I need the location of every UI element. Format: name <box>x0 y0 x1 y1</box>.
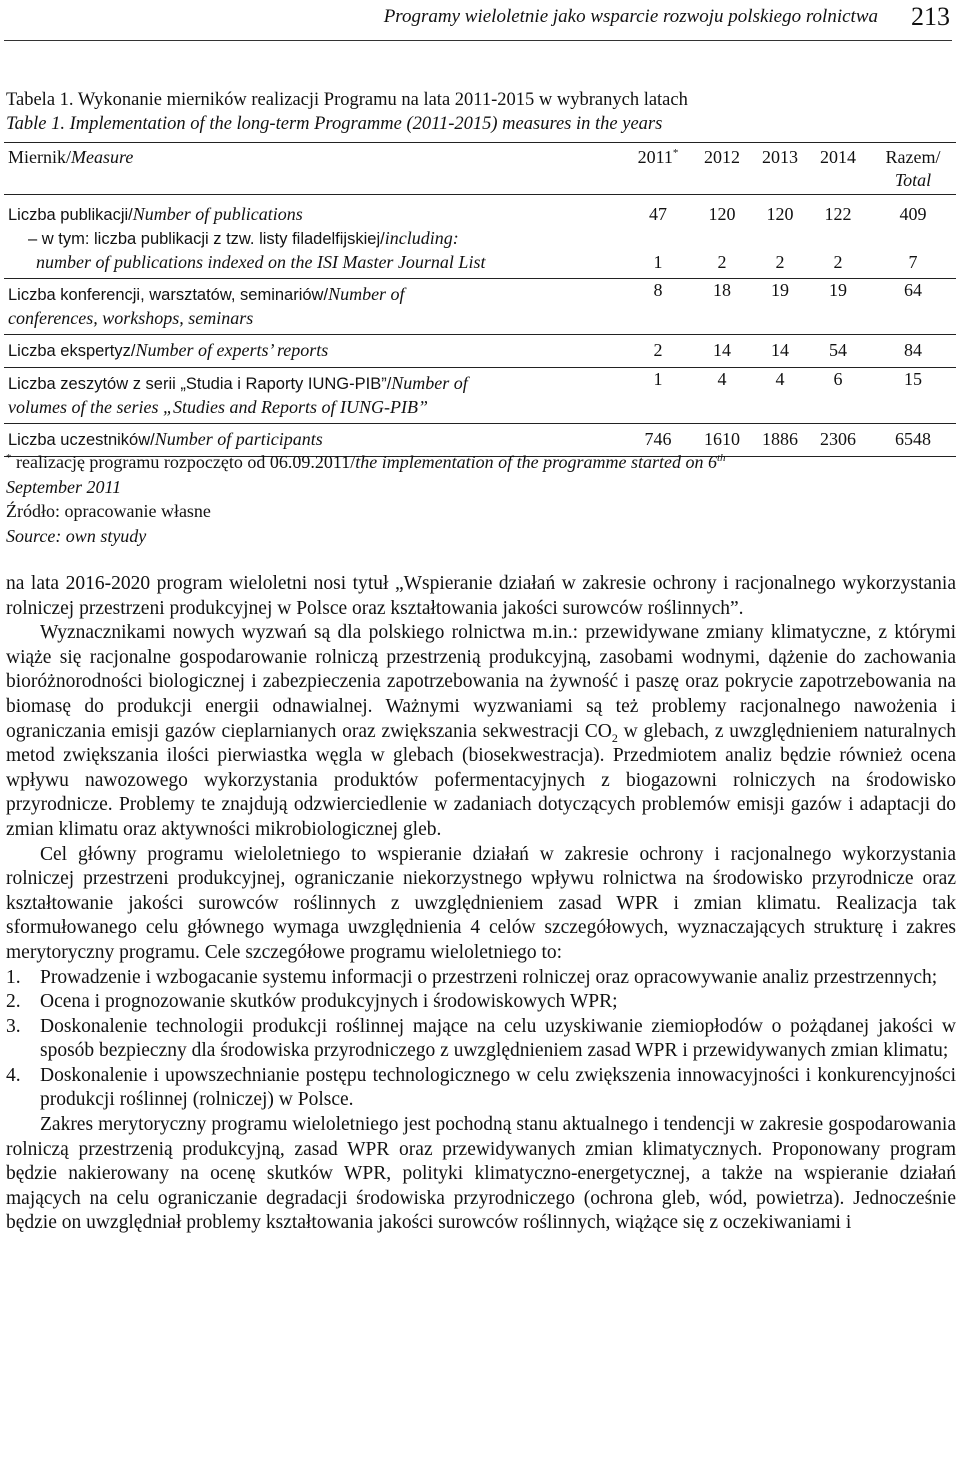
cell-2011: 1 <box>626 368 690 424</box>
paragraph-part: w glebach, z uwzględnieniem naturalnych metod zwiększania ilości pierwiastka węgla w glebach (biosekwestracja). Przedmiotem analiz będzie również ocena wpływu nawozowego wykorzystania produktów pofermentacyjnych z biogazowni rolniczych na środowisko przyrodnicze. Problemy te znajdują odzwierciedlenie w zadaniach dotyczących problemów emisji gazów i adaptacji do zmian klimatu oraz aktywności mikrobiologicznej gleb. <box>6 720 957 840</box>
cell-2012: 120 <box>708 204 736 224</box>
cell-total: 84 <box>870 335 956 368</box>
cell-2011: 47 <box>649 204 667 224</box>
cell-total: 7 <box>870 227 956 279</box>
cell-total: 409 <box>899 204 927 224</box>
footnote-en-cont: September 2011 <box>6 476 122 497</box>
cell-2014: 122 <box>824 204 852 224</box>
header-total <box>870 143 956 195</box>
row-label-en-2: number of publications indexed on the ISI Master Journal List <box>36 252 486 272</box>
row-label <box>4 227 626 279</box>
header-measure <box>4 143 626 195</box>
table-caption-en: Table 1. Implementation of the long-term Programme (2011-2015) measures in the years <box>6 114 663 134</box>
list-number: 4. <box>6 1064 21 1086</box>
cell-2013: 2 <box>754 227 806 279</box>
cell-2013: 14 <box>754 335 806 368</box>
header-measure-en: Measure <box>71 147 134 167</box>
footnote-sup: th <box>717 452 726 464</box>
row-label <box>4 195 626 228</box>
source-en: Source: own styudy <box>6 525 147 546</box>
cell-2014: 6 <box>806 368 870 424</box>
header-measure-pl: Miernik/ <box>8 147 71 167</box>
row-label-pl: Liczba ekspertyz/ <box>8 342 136 360</box>
table-row <box>4 335 956 368</box>
objectives-list <box>6 966 956 1114</box>
cell-2012: 14 <box>690 335 754 368</box>
cell-2013: 1886 <box>754 424 806 457</box>
running-head-title: Programy wieloletnie jako wsparcie rozwoju polskiego rolnictwa <box>383 6 878 27</box>
cell-2013: 4 <box>754 368 806 424</box>
row-label-en: Number of <box>328 284 405 304</box>
list-number: 3. <box>6 1015 21 1037</box>
running-head <box>0 0 956 44</box>
row-label-pl: Liczba konferencji, warsztatów, seminariów/ <box>8 286 329 304</box>
cell-2012: 1610 <box>690 424 754 457</box>
cell-2011: 8 <box>626 279 690 335</box>
row-label-pl: Liczba publikacji/ <box>8 206 133 224</box>
header-total-en: Total <box>894 170 932 190</box>
measures-table <box>4 142 956 457</box>
header-rule <box>4 40 952 41</box>
cell-total: 64 <box>870 279 956 335</box>
paragraph: Cel główny programu wieloletniego to wspieranie działań w zakresie ochrony i racjonalnego wykorzystania rolniczej przestrzeni produkcyjnej, ograniczanie niekorzystnego wpływu rolnictwa na środowisko przyrodnicze oraz kształtowanie jakości surowców roślinnych z uwzględnieniem zasad WPR i zmian klimatu. Realizacja tak sformułowanego celu głównego wymaga uwzględnienia 4 celów szczegółowych, wyznaczających strukturę i zakres merytoryczny programu. Cele szczegółowe programu wieloletniego to: <box>6 843 956 963</box>
table-row <box>4 195 956 228</box>
table-caption-pl: Tabela 1. Wykonanie mierników realizacji Programu na lata 2011-2015 w wybranych latach <box>6 90 688 110</box>
cell-2012: 4 <box>690 368 754 424</box>
table-notes <box>6 450 956 548</box>
list-text: Doskonalenie technologii produkcji roślinnej mające na celu uzyskiwanie ziemiopłodów o pożądanej jakości w sposób bezpieczny dla środowiska przyrodniczego z uwzględnieniem zasad WPR i przewidywanych zmian klimatu; <box>40 1015 956 1062</box>
body-text <box>6 572 956 1236</box>
footnote-mark: * <box>6 452 12 464</box>
row-label-en: Number of publications <box>132 204 303 224</box>
header-total-pl: Razem/ <box>885 147 941 167</box>
table-header-row <box>4 143 956 195</box>
list-text: Prowadzenie i wzbogacanie systemu informacji o przestrzeni rolniczej oraz opracowywanie analiz przestrzennych; <box>40 966 938 988</box>
row-label <box>4 335 626 368</box>
row-label-en: including: <box>384 228 459 248</box>
table-row <box>4 227 956 279</box>
cell-2013: 120 <box>766 204 794 224</box>
paragraph <box>6 621 956 842</box>
cell-2012: 18 <box>690 279 754 335</box>
table-row <box>4 368 956 424</box>
row-label-en: Number of <box>391 373 468 393</box>
cell-2013: 19 <box>754 279 806 335</box>
paragraph-part: Wyznacznikami nowych wyzwań są dla polskiego rolnictwa m.in.: przewidywane zmiany klimatyczne, z którymi wiąże się racjonalne gospodarowanie rolniczą przestrzenią produkcyjną, zasobami wodnymi, dążenie do zachowania bioróżnorodności biologicznej i zabezpieczenia zapotrzebowania na żywność i paszę oraz pokrycie zapotrzebowania na biomasę do produkcji energii odnawialnej. Ważnymi wyzwaniami są też problemy racjonalnego nawożenia i ograniczania emisji gazów cieplarnianych oraz zwiększania sekwestracji CO <box>6 622 956 742</box>
row-label-en: Number of experts’ reports <box>135 340 329 360</box>
list-item <box>6 966 956 991</box>
cell-2014: 19 <box>806 279 870 335</box>
paragraph: Zakres merytoryczny programu wieloletniego jest pochodną stanu aktualnego i tendencji w zakresie gospodarowania rolniczą przestrzenią produkcyjną, zasad WPR oraz przewidywanych zmian klimatycznych. Proponowany program będzie nakierowany na ocenę skutków WPR, polityki klimatyczno-energetycznej, a także na wspieranie działań mających na celu ograniczanie degradacji środowiska przyrodniczego (ochrona gleb, wód, powietrza). Jednocześnie będzie on uwzględniał problemy kształtowania jakości surowców roślinnych, wiążące się z oczekiwaniami i <box>6 1114 956 1234</box>
cell-total: 6548 <box>870 424 956 457</box>
row-label-en-2: volumes of the series „Studies and Reports of IUNG-PIB” <box>8 397 428 417</box>
source-pl: Źródło: opracowanie własne <box>6 501 211 521</box>
cell-total: 15 <box>870 368 956 424</box>
table-row <box>4 279 956 335</box>
footnote-en: the implementation of the programme started on 6 <box>355 452 717 472</box>
list-text: Doskonalenie i upowszechnianie postępu technologicznego w celu zwiększenia innowacyjności i konkurencyjności produkcji roślinnej (rolniczej) w Polsce. <box>40 1064 956 1111</box>
list-text: Ocena i prognozowanie skutków produkcyjnych i środowiskowych WPR; <box>40 991 618 1013</box>
header-2013: 2013 <box>754 143 806 195</box>
header-2012: 2012 <box>690 143 754 195</box>
paragraph: na lata 2016-2020 program wieloletni nosi tytuł „Wspieranie działań w zakresie ochrony i racjonalnego wykorzystania rolniczej przestrzeni produkcyjnej w Polsce oraz kształtowania jakości surowców roślinnych”. <box>6 573 956 619</box>
list-number: 1. <box>6 966 21 988</box>
header-2011-label: 2011 <box>637 147 673 167</box>
footnote-pl: realizację programu rozpoczęto od 06.09.2011/ <box>11 452 356 472</box>
row-label-pl: – w tym: liczba publikacji z tzw. listy filadelfijskiej/ <box>28 230 385 248</box>
cell-2014: 54 <box>806 335 870 368</box>
cell-2012: 2 <box>690 227 754 279</box>
row-label-pl: Liczba zeszytów z serii „Studia i Raporty IUNG-PIB”/ <box>8 375 392 393</box>
page-number: 213 <box>911 2 950 31</box>
footnote <box>6 450 956 475</box>
row-label-pl: Liczba uczestników/ <box>8 431 155 449</box>
row-label <box>4 279 626 335</box>
cell-2014: 2306 <box>806 424 870 457</box>
list-item <box>6 1015 956 1064</box>
co2-subscript: 2 <box>611 730 618 745</box>
row-label-en: Number of participants <box>154 429 323 449</box>
cell-2011: 746 <box>626 424 690 457</box>
list-item <box>6 990 956 1015</box>
cell-2011: 2 <box>626 335 690 368</box>
cell-2014: 2 <box>806 227 870 279</box>
cell-2011: 1 <box>626 227 690 279</box>
list-item <box>6 1064 956 1113</box>
header-2011 <box>626 143 690 195</box>
row-label-en-2: conferences, workshops, seminars <box>8 308 254 328</box>
list-number: 2. <box>6 991 21 1013</box>
row-label <box>4 368 626 424</box>
header-2011-mark: * <box>672 147 679 159</box>
header-2014: 2014 <box>806 143 870 195</box>
